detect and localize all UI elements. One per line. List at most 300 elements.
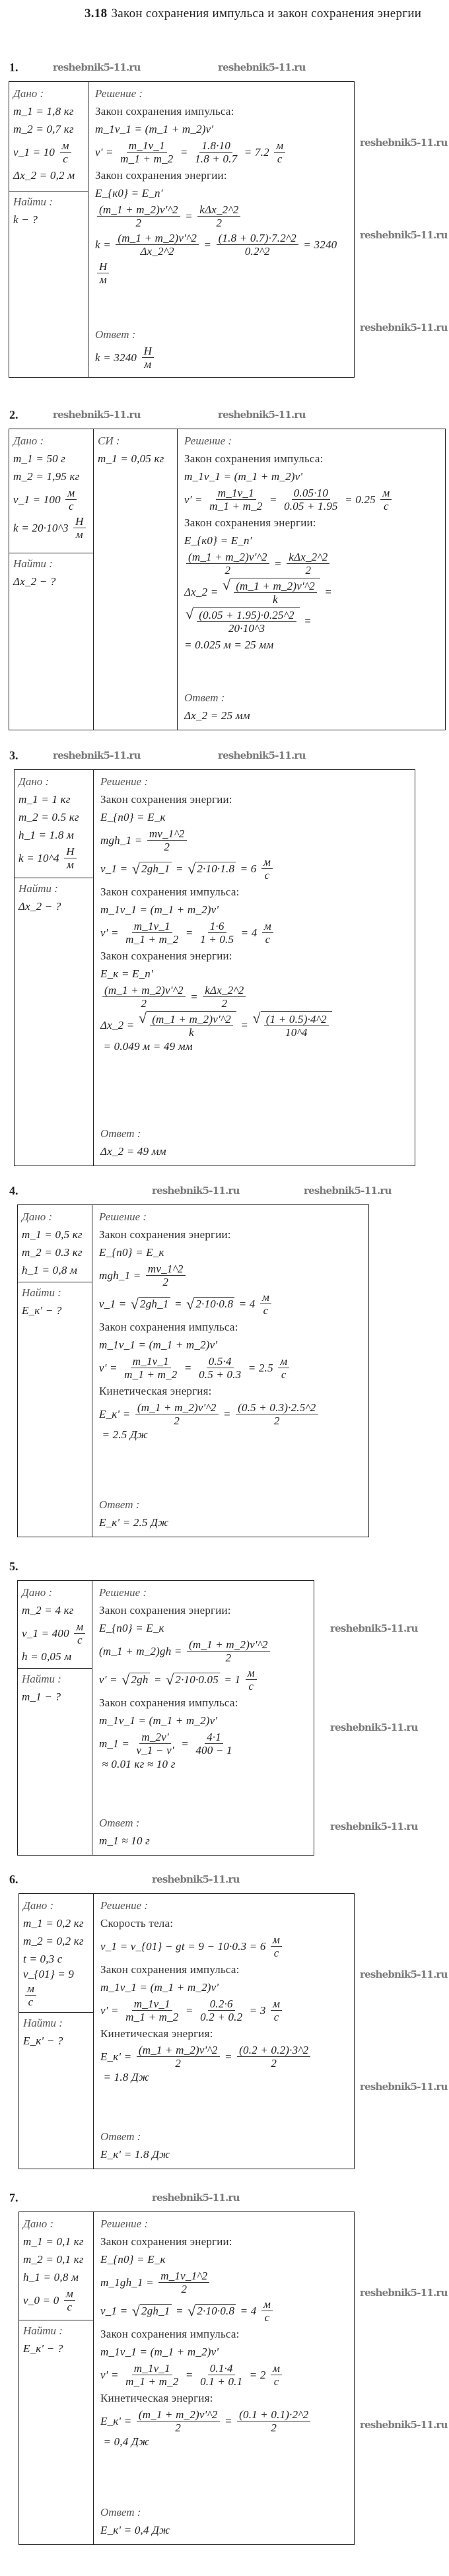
denominator bbox=[207, 500, 264, 512]
math-expression: m_1 + m_2 bbox=[120, 153, 174, 165]
math-expression: 0.2^2 bbox=[244, 245, 270, 258]
answer-value bbox=[100, 1142, 408, 1160]
problem-number: 4. bbox=[9, 1184, 18, 1197]
math-expression: с bbox=[273, 2011, 279, 2023]
radicand bbox=[230, 578, 320, 607]
math-expression: m_2 = 0.3 кг bbox=[22, 1245, 83, 1259]
find-section bbox=[18, 1282, 92, 1321]
find-item bbox=[23, 2032, 89, 2050]
square-root bbox=[131, 1297, 170, 1311]
fraction bbox=[203, 984, 246, 1010]
math-expression: = bbox=[237, 1019, 252, 1031]
watermark: reshebnik5-11.ru bbox=[218, 409, 306, 421]
fraction bbox=[246, 1667, 257, 1692]
solution-table bbox=[17, 1204, 369, 1537]
answer-value bbox=[100, 2145, 347, 2163]
problem-block bbox=[0, 1869, 449, 2169]
denominator bbox=[269, 2057, 279, 2070]
denominator bbox=[193, 153, 239, 165]
math-expression: E_к' − ? bbox=[22, 1304, 62, 1317]
math-expression: k = 10^4 bbox=[18, 851, 63, 864]
given-item bbox=[18, 844, 89, 872]
math-expression: = bbox=[187, 990, 201, 1003]
given-column bbox=[18, 1205, 92, 1537]
watermark: reshebnik5-11.ru bbox=[360, 137, 448, 149]
solution-text: Скорость тела: bbox=[100, 1916, 174, 1930]
fraction bbox=[271, 1998, 282, 2023]
answer-section bbox=[99, 1486, 362, 1534]
answer-value bbox=[99, 1514, 362, 1531]
solution-formula bbox=[100, 1996, 347, 2025]
given-column bbox=[18, 1581, 92, 1855]
math-expression: с bbox=[264, 869, 270, 882]
solution-column bbox=[94, 770, 415, 1166]
solution-formula bbox=[100, 919, 408, 947]
math-expression: 0.05 + 1.95 bbox=[284, 500, 338, 512]
fraction bbox=[264, 1013, 329, 1039]
math-expression: (m_1 + m_2)v'^2 bbox=[137, 1401, 217, 1414]
numerator bbox=[64, 845, 76, 858]
si-label: СИ : bbox=[98, 435, 120, 447]
denominator bbox=[243, 245, 272, 258]
math-expression: (0.5 + 0.3)·2.5^2 bbox=[238, 1401, 316, 1414]
math-expression: v_{01} = 9 bbox=[23, 1968, 77, 1980]
denominator bbox=[173, 2421, 183, 2434]
section-number: 3.18 bbox=[85, 7, 108, 20]
fraction bbox=[150, 1013, 233, 1039]
math-expression: 0.2·6 bbox=[209, 1998, 233, 2010]
math-expression: = bbox=[266, 493, 281, 506]
fraction bbox=[74, 1620, 85, 1646]
watermark: reshebnik5-11.ru bbox=[360, 322, 448, 333]
math-expression: v' = bbox=[184, 493, 206, 506]
given-item bbox=[18, 826, 89, 844]
given-section bbox=[15, 770, 93, 878]
math-expression: (m_1 + m_2)v'^2 bbox=[189, 1638, 268, 1651]
find-label: Найти : bbox=[13, 195, 53, 208]
numerator bbox=[261, 856, 273, 869]
math-expression: с bbox=[77, 1634, 83, 1646]
math-expression: 20·10^3 bbox=[228, 622, 265, 635]
watermark: reshebnik5-11.ru bbox=[53, 409, 141, 421]
denominator bbox=[134, 1744, 176, 1757]
numerator bbox=[127, 139, 167, 153]
math-expression: м bbox=[144, 358, 152, 370]
given-item bbox=[23, 2286, 89, 2315]
math-expression: m_2 = 0.5 кг bbox=[18, 810, 79, 823]
solution-table bbox=[9, 81, 355, 378]
watermark: reshebnik5-11.ru bbox=[152, 2192, 240, 2204]
denominator bbox=[65, 858, 76, 871]
denominator bbox=[74, 528, 85, 541]
denominator bbox=[123, 2375, 180, 2388]
math-expression: m_1v_1 bbox=[133, 1998, 170, 2010]
solution-text: Закон сохранения импульса: bbox=[100, 1963, 240, 1976]
solution-text: Закон сохранения импульса: bbox=[99, 1320, 238, 1333]
math-expression: = 3240 bbox=[300, 238, 340, 251]
denominator bbox=[179, 2283, 189, 2295]
math-expression: E_{к0} = E_п' bbox=[184, 534, 252, 547]
watermark: reshebnik5-11.ru bbox=[330, 1821, 418, 1832]
numerator bbox=[137, 2044, 220, 2057]
math-expression: = 6 bbox=[237, 862, 259, 875]
math-expression: t = 0,3 с bbox=[23, 1952, 63, 1965]
solution-label: Решение : bbox=[100, 2217, 149, 2230]
math-expression: 2gh bbox=[131, 1673, 149, 1686]
numerator bbox=[287, 551, 329, 564]
math-expression: м bbox=[276, 139, 284, 152]
find-label: Найти : bbox=[23, 2324, 63, 2337]
square-root bbox=[132, 862, 172, 876]
math-expression: (m_1 + m_2)v'^2 bbox=[152, 1013, 231, 1026]
numerator bbox=[146, 1263, 186, 1276]
fraction bbox=[237, 2408, 310, 2434]
math-expression: Н bbox=[75, 515, 84, 528]
given-item bbox=[22, 1619, 88, 1648]
solution-text: Закон сохранения энергии: bbox=[100, 792, 232, 806]
solution-table bbox=[18, 2211, 355, 2545]
math-expression: (m_1 + m_2)v'^2 bbox=[99, 203, 178, 216]
denominator bbox=[75, 1634, 85, 1646]
numerator bbox=[237, 2044, 310, 2057]
math-expression: m_2 = 1,95 кг bbox=[13, 470, 80, 483]
given-item bbox=[23, 2268, 89, 2286]
given-section bbox=[9, 429, 93, 553]
solution-table bbox=[18, 1893, 355, 2169]
given-section bbox=[18, 1205, 92, 1282]
square-root bbox=[186, 607, 300, 636]
math-expression: 0.1·4 bbox=[209, 2362, 233, 2375]
math-expression: с bbox=[281, 1368, 287, 1381]
solution-label: Решение : bbox=[95, 87, 143, 100]
given-item bbox=[13, 102, 84, 120]
answer-label: Ответ : bbox=[100, 2130, 141, 2143]
fraction bbox=[380, 487, 392, 512]
math-expression: v_1 − v' bbox=[136, 1744, 174, 1757]
solution-formula bbox=[100, 2361, 347, 2389]
numerator bbox=[197, 609, 296, 622]
math-expression: (1 + 0.5)·4^2 bbox=[265, 1013, 327, 1026]
math-expression: m_1v_1 bbox=[133, 920, 170, 932]
math-expression: v' = bbox=[100, 926, 122, 939]
denominator bbox=[198, 2375, 244, 2388]
solution-text: Кинетическая энергия: bbox=[100, 2391, 213, 2404]
math-expression: 2 bbox=[175, 2057, 182, 2070]
problem-number: 7. bbox=[9, 2191, 18, 2204]
math-expression: = 0.049 м = 49 мм bbox=[100, 1040, 193, 1053]
square-root bbox=[186, 1297, 234, 1311]
radicand bbox=[129, 1673, 149, 1687]
math-expression: m_1 = 0,5 кг bbox=[22, 1228, 83, 1241]
denominator bbox=[382, 500, 391, 512]
solution-label: Решение : bbox=[100, 1899, 149, 1912]
solution-formula bbox=[184, 636, 438, 654]
math-expression: 2 bbox=[174, 1414, 180, 1427]
fraction bbox=[271, 1933, 282, 1959]
solution-formula bbox=[95, 120, 347, 138]
math-expression: m_2 = 0,7 кг bbox=[13, 122, 74, 135]
si-item bbox=[98, 450, 173, 468]
given-label: Дано : bbox=[23, 2217, 54, 2230]
given-label: Дано : bbox=[13, 87, 44, 100]
math-expression: 0.5·4 bbox=[208, 1355, 232, 1368]
math-expression: с bbox=[273, 1947, 279, 1959]
watermark: reshebnik5-11.ru bbox=[360, 2287, 448, 2299]
given-label: Дано : bbox=[18, 775, 50, 788]
given-column bbox=[15, 770, 94, 1166]
si-column bbox=[94, 429, 178, 730]
numerator bbox=[261, 2298, 273, 2311]
math-expression: 2 bbox=[164, 841, 170, 853]
math-expression: (m_1 + m_2)v'^2 bbox=[104, 984, 184, 996]
math-expression: = bbox=[151, 1673, 165, 1686]
math-expression: m_1v_1^2 bbox=[160, 2270, 208, 2282]
math-expression: 2 bbox=[135, 217, 142, 229]
square-root bbox=[121, 1673, 149, 1687]
find-section bbox=[9, 553, 93, 592]
math-expression: = bbox=[182, 209, 196, 223]
fraction bbox=[64, 2287, 75, 2313]
math-expression: 2·10·0.8 bbox=[197, 2305, 235, 2317]
find-item bbox=[22, 1302, 88, 1319]
math-expression: Н bbox=[66, 845, 75, 858]
solution-formula bbox=[100, 1932, 347, 1961]
math-expression: v_1 = bbox=[99, 1297, 129, 1310]
fraction bbox=[135, 1401, 219, 1427]
radicand bbox=[139, 1297, 170, 1311]
solution-formula bbox=[184, 578, 438, 636]
math-expression: м bbox=[65, 2287, 73, 2300]
problem-number: 2. bbox=[9, 408, 18, 421]
radical-sign-icon: √ bbox=[131, 860, 140, 877]
math-expression: 0.05·10 bbox=[293, 487, 329, 499]
math-expression: m_1 = 0,05 кг bbox=[98, 452, 164, 465]
math-expression: 0.2 + 0.2 bbox=[200, 2011, 243, 2023]
math-expression: = bbox=[172, 2304, 187, 2317]
math-expression: м bbox=[261, 1291, 270, 1304]
watermark: reshebnik5-11.ru bbox=[53, 61, 141, 73]
denominator bbox=[224, 1652, 234, 1664]
numerator bbox=[116, 232, 199, 245]
solution-formula bbox=[184, 485, 438, 514]
math-expression: kΔx_2^2 bbox=[199, 203, 239, 216]
math-expression: 1.8·10 bbox=[201, 139, 231, 152]
numerator bbox=[380, 487, 392, 500]
math-expression: m_1 = bbox=[99, 1737, 133, 1750]
fraction bbox=[198, 2362, 244, 2388]
math-expression: м bbox=[66, 858, 75, 871]
denominator bbox=[271, 593, 280, 606]
solution-formula bbox=[95, 138, 347, 166]
fraction bbox=[122, 1355, 179, 1381]
fraction bbox=[123, 1998, 180, 2023]
numerator bbox=[132, 2362, 172, 2375]
fraction bbox=[262, 920, 273, 946]
answer-label: Ответ : bbox=[100, 2506, 141, 2519]
denominator bbox=[26, 1996, 36, 2008]
fraction bbox=[187, 1638, 270, 1664]
math-expression: m_1v_1 = (m_1 + m_2)v' bbox=[99, 1338, 218, 1351]
solution-label: Решение : bbox=[100, 775, 149, 788]
find-label: Найти : bbox=[22, 1673, 61, 1685]
math-expression: E_к' − ? bbox=[23, 2034, 63, 2047]
solution-formula bbox=[100, 2297, 347, 2325]
solution-table bbox=[9, 429, 446, 730]
answer-label: Ответ : bbox=[99, 1817, 140, 1829]
math-expression: м bbox=[67, 487, 75, 499]
math-expression: kΔx_2^2 bbox=[205, 984, 244, 996]
fraction bbox=[142, 345, 154, 370]
math-expression: = 4 bbox=[237, 2304, 259, 2317]
denominator bbox=[198, 2011, 244, 2023]
given-item bbox=[13, 468, 89, 485]
math-expression: = bbox=[221, 2050, 236, 2063]
math-expression: m_1 ≈ 10 г bbox=[99, 1834, 150, 1847]
answer-section bbox=[100, 1115, 408, 1163]
fraction bbox=[97, 260, 109, 286]
find-item bbox=[13, 573, 89, 590]
answer-label: Ответ : bbox=[100, 1127, 141, 1140]
radical-sign-icon: √ bbox=[138, 1010, 147, 1026]
math-expression: 2gh_1 bbox=[141, 862, 170, 875]
find-label: Найти : bbox=[22, 1286, 61, 1299]
numerator bbox=[208, 920, 226, 933]
denominator bbox=[282, 500, 340, 512]
find-section bbox=[9, 191, 88, 230]
math-expression: Н bbox=[99, 260, 108, 273]
math-expression: h_1 = 0,8 м bbox=[22, 1263, 78, 1276]
denominator bbox=[263, 869, 272, 882]
solution-formula bbox=[99, 1336, 362, 1354]
math-expression: (m_1 + m_2)v'^2 bbox=[138, 2408, 218, 2421]
fraction bbox=[137, 2408, 220, 2434]
math-expression: с bbox=[63, 153, 68, 165]
square-root bbox=[166, 1673, 220, 1687]
solution-formula bbox=[99, 1354, 362, 1382]
fraction bbox=[193, 139, 239, 165]
given-item bbox=[13, 138, 84, 166]
math-expression: E_{п0} = E_к bbox=[100, 810, 166, 823]
math-expression: Δx_2^2 bbox=[140, 245, 174, 258]
math-expression: m_1 + m_2 bbox=[124, 1368, 178, 1381]
math-expression: (m_1 + m_2)v'^2 bbox=[138, 2044, 218, 2056]
answer-label: Ответ : bbox=[99, 1498, 140, 1511]
numerator bbox=[217, 232, 298, 245]
solution-formula bbox=[100, 2250, 347, 2268]
denominator bbox=[173, 2057, 183, 2070]
math-expression: 2 bbox=[271, 2421, 277, 2434]
math-expression: = 0.025 м = 25 мм bbox=[184, 638, 274, 651]
math-expression: м bbox=[75, 528, 83, 541]
denominator bbox=[138, 245, 176, 258]
math-expression: м bbox=[263, 2298, 271, 2311]
radical-sign-icon: √ bbox=[186, 1295, 195, 1312]
math-expression: Δx_2 = bbox=[100, 1019, 137, 1031]
math-expression: 2·10·1.8 bbox=[197, 862, 235, 875]
math-expression: 10^4 bbox=[285, 1026, 308, 1039]
numerator bbox=[203, 984, 246, 997]
solution-formula bbox=[99, 1729, 307, 1771]
square-root bbox=[188, 2304, 236, 2318]
math-expression: v_0 = 0 bbox=[23, 2293, 62, 2307]
find-label: Найти : bbox=[18, 882, 58, 895]
math-expression: = bbox=[177, 145, 191, 158]
math-expression: с bbox=[263, 1304, 269, 1317]
fraction bbox=[146, 1263, 186, 1288]
math-expression: k = 3240 bbox=[95, 351, 140, 364]
solution-formula bbox=[99, 1400, 362, 1442]
fraction bbox=[261, 2298, 273, 2324]
given-section bbox=[9, 82, 88, 191]
math-expression: m_1v_1 bbox=[133, 2362, 170, 2375]
denominator bbox=[67, 500, 76, 512]
math-expression: м bbox=[27, 1982, 35, 1995]
math-expression: с bbox=[383, 500, 389, 512]
math-expression: м bbox=[280, 1355, 288, 1368]
math-expression: = 0.25 bbox=[341, 493, 379, 506]
fraction bbox=[64, 845, 76, 871]
numerator bbox=[132, 1998, 172, 2011]
math-expression: m_1 = 50 г bbox=[13, 452, 66, 465]
math-expression: 2gh_1 bbox=[141, 2305, 170, 2317]
math-expression: (0.2 + 0.2)·3^2 bbox=[239, 2044, 309, 2056]
math-expression: E_к' = bbox=[100, 2414, 135, 2427]
solution-text: Кинетическая энергия: bbox=[99, 1384, 212, 1397]
find-label: Найти : bbox=[13, 557, 53, 570]
math-expression: E_{п0} = E_к bbox=[99, 1621, 164, 1634]
denominator bbox=[220, 997, 230, 1010]
math-expression: 4·1 bbox=[207, 1731, 221, 1743]
numerator bbox=[207, 1355, 234, 1368]
solution-formula bbox=[99, 1637, 307, 1665]
solution-section bbox=[94, 1894, 354, 2169]
radicand bbox=[195, 2304, 236, 2318]
math-expression: = 4 bbox=[238, 926, 260, 939]
given-item bbox=[23, 1968, 89, 2009]
denominator bbox=[272, 2011, 281, 2023]
problem-block bbox=[0, 1556, 449, 1856]
radicand bbox=[140, 862, 172, 876]
math-expression: k = bbox=[95, 238, 114, 251]
denominator bbox=[193, 1744, 234, 1757]
given-item bbox=[23, 2233, 89, 2250]
math-expression: E_к = E_п' bbox=[100, 967, 153, 980]
given-item bbox=[13, 450, 89, 468]
watermark: reshebnik5-11.ru bbox=[218, 749, 306, 761]
math-expression: 1 + 0.5 bbox=[200, 933, 234, 946]
numerator bbox=[274, 139, 285, 153]
math-expression: с bbox=[68, 500, 74, 512]
radical-sign-icon: √ bbox=[222, 576, 231, 593]
problem-block bbox=[0, 2188, 449, 2545]
square-root bbox=[223, 578, 320, 607]
solution-column bbox=[92, 1581, 314, 1855]
fraction bbox=[197, 609, 296, 635]
radicand bbox=[174, 1673, 220, 1687]
solution-text: Закон сохранения импульса: bbox=[184, 452, 324, 465]
given-section bbox=[18, 1581, 92, 1669]
fraction bbox=[198, 920, 236, 946]
problem-number: 3. bbox=[9, 749, 18, 762]
math-expression: Δx_2 = 49 мм bbox=[100, 1144, 166, 1158]
numerator bbox=[137, 2408, 220, 2421]
solution-formula bbox=[100, 2407, 347, 2449]
solution-formula bbox=[100, 2042, 347, 2084]
square-root bbox=[188, 862, 236, 876]
math-expression: m_1v_1 = (m_1 + m_2)v' bbox=[100, 903, 219, 916]
math-expression: (0.05 + 1.95)·0.25^2 bbox=[199, 609, 294, 621]
radical-sign-icon: √ bbox=[188, 860, 196, 877]
